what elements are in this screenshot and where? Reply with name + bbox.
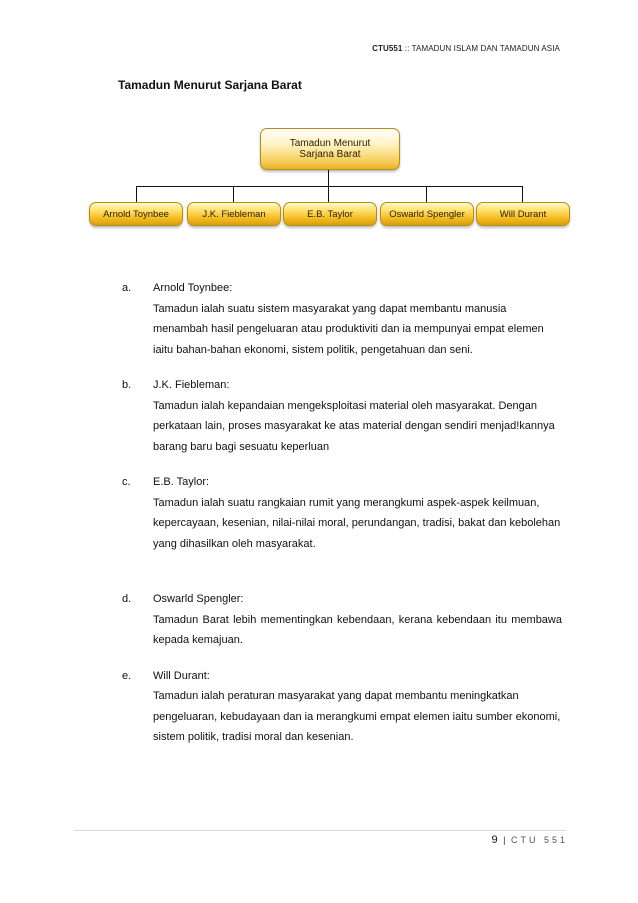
header-course-code: CTU551 [372, 44, 403, 53]
item-scholar-name: Oswarld Spengler: [153, 593, 244, 605]
connector-horizontal [136, 186, 522, 187]
item-definition: Tamadun ialah suatu rangkaian rumit yang merangkumi aspek-aspek keilmuan, kepercayaan, kesenian, nilai-nilai moral, perundangan, tradisi, bakat dan kebolehan yang dihasilkan oleh masyarakat. [153, 496, 561, 550]
item-definition: Tamadun ialah kepandaian mengeksploitasi material oleh masyarakat. Dengan perkataan lain, proses masyarakat ke atas material dengan sendiri menjad!kannya barang baru bagi sesuatu keperluan [153, 399, 555, 453]
connector-drop-3 [328, 186, 329, 202]
item-letter: b. [122, 379, 132, 391]
item-definition: Tamadun ialah peraturan masyarakat yang dapat membantu meningkatkan pengeluaran, kebudayaan dan ia merangkumi empat elemen iaitu sumber ekonomi, sistem politik, tradisi moral dan kesenian. [153, 690, 561, 743]
diagram-root-node [260, 128, 400, 170]
list-item [122, 278, 562, 360]
item-letter: e. [122, 669, 132, 682]
list-item [122, 589, 562, 651]
list-item [122, 375, 562, 457]
header-separator: :: [404, 44, 410, 53]
footer-divider [74, 830, 566, 831]
footer-course-code: CTU 551 [510, 835, 568, 845]
item-scholar-name: Will Durant: [153, 669, 210, 682]
connector-drop-4 [426, 186, 427, 202]
diagram-node-will-durant: Will Durant [476, 202, 570, 226]
footer-separator: | [503, 835, 506, 845]
item-letter: a. [122, 282, 132, 294]
connector-root-stem [328, 168, 329, 186]
connector-drop-5 [522, 186, 523, 202]
item-letter: d. [122, 593, 132, 605]
connector-drop-1 [136, 186, 137, 202]
item-letter: c. [122, 476, 131, 488]
connector-drop-2 [233, 186, 234, 202]
list-item [122, 666, 562, 748]
item-scholar-name: Arnold Toynbee: [153, 282, 233, 294]
page-title: Tamadun Menurut Sarjana Barat [118, 78, 302, 92]
diagram-node-oswarld-spengler: Oswarld Spengler [380, 202, 474, 226]
root-label-line-1: Tamadun Menurut [289, 138, 371, 149]
diagram-node-jk-fiebleman: J.K. Fiebleman [187, 202, 281, 226]
list-item [122, 472, 562, 554]
hierarchy-diagram [0, 0, 638, 260]
item-definition: Tamadun Barat lebih mementingkan kebendaan, kerana kebendaan itu membawa kepada kemajuan. [153, 613, 562, 646]
definition-list [122, 278, 562, 748]
item-scholar-name: J.K. Fiebleman: [153, 379, 230, 391]
page-number: 9 [491, 834, 498, 846]
item-scholar-name: E.B. Taylor: [153, 476, 210, 488]
header-course-title: TAMADUN ISLAM DAN TAMADUN ASIA [411, 44, 560, 53]
diagram-node-eb-taylor: E.B. Taylor [283, 202, 377, 226]
root-label-line-2: Sarjana Barat [299, 149, 361, 160]
diagram-node-arnold-toynbee: Arnold Toynbee [89, 202, 183, 226]
page-footer [491, 834, 568, 846]
item-definition: Tamadun ialah suatu sistem masyarakat yang dapat membantu manusia menambah hasil pengeluaran atau produktiviti dan ia mempunyai empat elemen iaitu bahan-bahan ekonomi, sistem politik, pengetahuan dan seni. [153, 302, 544, 356]
